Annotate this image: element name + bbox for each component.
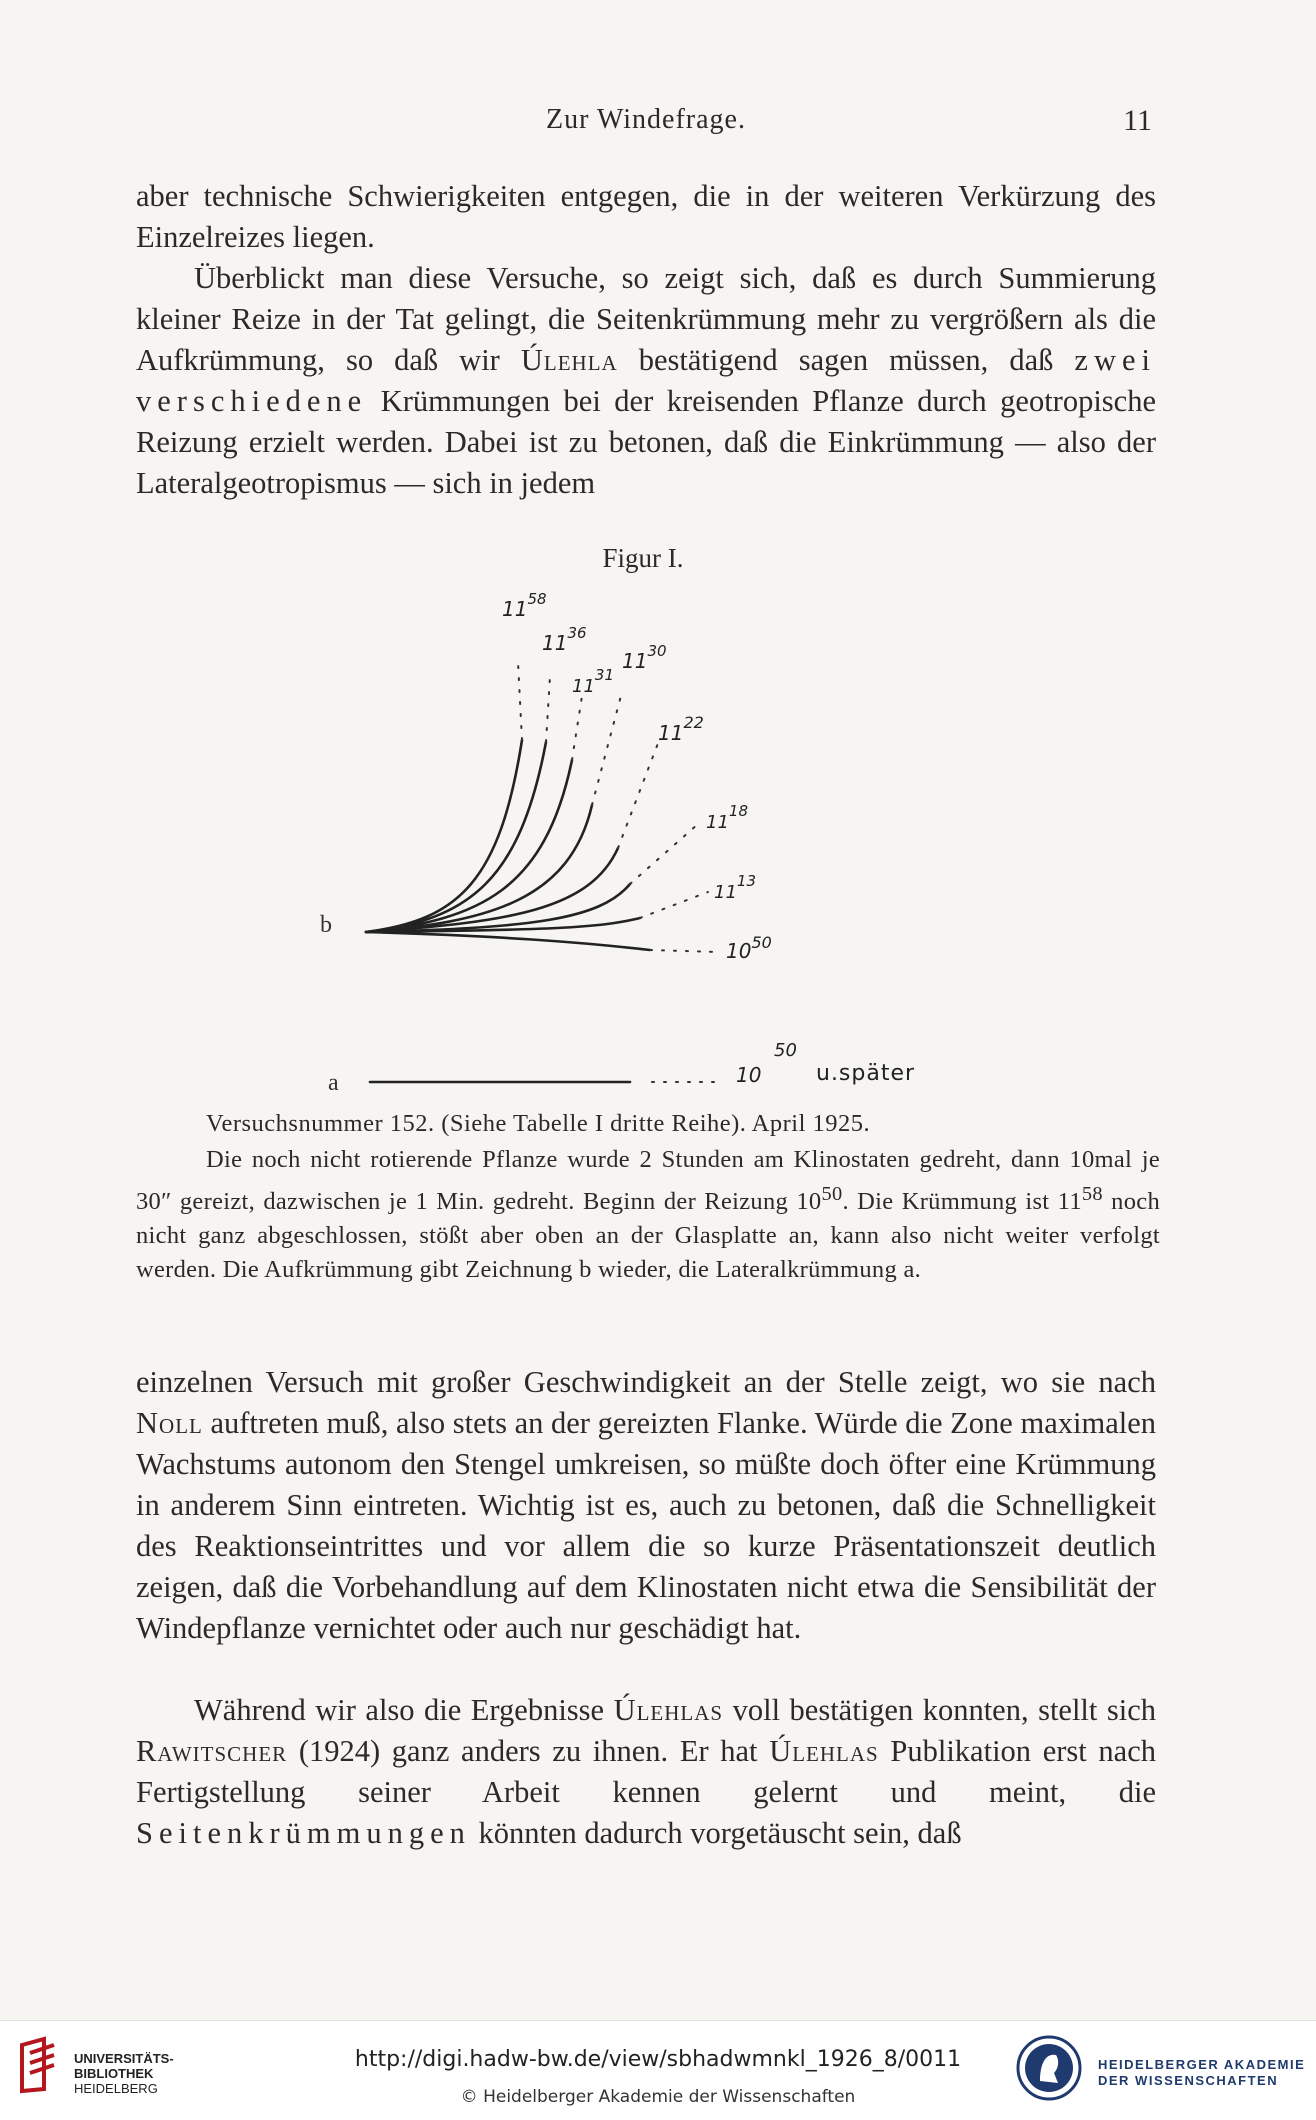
curvature-figure [300,580,1020,1100]
spaced-emphasis: zwei verschiedene [136,343,1156,418]
svg-text:1136: $11^{36}$ [542,624,587,655]
svg-text:1050: $10^{50}$ [726,933,772,963]
svg-text:50: 50 [774,1040,797,1061]
copyright-notice: © Heidelberger Akademie der Wissenschaften [460,2087,856,2107]
page-number: 11 [1123,104,1152,137]
author-name: Úlehlas [769,1734,879,1768]
curve-1131 [366,760,572,932]
svg-text:10: 10 [736,1063,762,1087]
running-title: Zur Windefrage. [546,104,746,135]
academy-name: HEIDELBERGER AKADEMIE DER WISSENSCHAFTEN [1098,2057,1306,2088]
svg-text:1158: $11^{58}$ [502,590,547,621]
author-name: Úlehla [520,343,618,377]
paragraph-3: einzelnen Versuch mit großer Geschwindigkeit an der Stelle zeigt, wo sie nach Noll auftreten muß, also stets an der gereizten Flanke. Würde die Zone maximalen Wachstums autonom den Stengel umkreisen, so müßte doch öfter eine Krümmung in anderem Sinn eintreten. Wichtig ist es, auch zu betonen, daß die Schnelligkeit des Reaktionseintrittes und vor allem die so kurze Präsentationszeit deutlich zeigen, daß die Vorbehandlung auf dem Klinostaten nicht etwa die Sensibilität der Windepflanze vernichtet oder auch nur geschädigt hat. [136,1365,1156,1645]
curve-1158 [366,740,522,932]
paragraph-1: aber technische Schwierigkeiten entgegen, die in der weiteren Verkürzung des Einzelreizes liegen. [136,179,1156,254]
svg-text:1118: $11^{18}$ [706,802,748,833]
label-a: a [328,1070,339,1096]
paragraph-4: Während wir also die Ergebnisse Úlehlas voll bestätigen konnten, stellt sich Rawitscher (1924) ganz anders zu ihnen. Er hat Úlehlas Publikation erst nach Fertigstellung seiner Arbeit kennen gelernt und meint, die Seitenkrümmungen könnten dadurch vorgetäuscht sein, daß [136,1693,1157,1850]
curve-1122 [366,848,618,932]
svg-text:1113: $11^{13}$ [714,872,756,903]
academy-logo-icon [1014,2033,1084,2103]
figure-label: Figur I. [602,543,684,573]
label-b: b [320,912,332,938]
time-labels [502,590,915,1087]
svg-text:1131: $11^{31}$ [572,666,614,697]
page-header [140,104,1152,144]
author-name: Rawitscher [136,1734,288,1768]
curve-1136 [366,742,546,932]
svg-text:1130: $11^{30}$ [622,642,667,673]
permalink-url[interactable]: http://digi.hadw-bw.de/view/sbhadwmnkl_1926_8/0011 [354,2047,962,2072]
growth-curves [366,740,650,1082]
author-name: Noll [136,1406,203,1440]
curve-1050 [366,932,650,950]
figure-caption: Die noch nicht rotierende Pflanze wurde 2 Stunden am Klinostaten gedreht, dann 10mal je 30″ gereizt, dazwischen je 1 Min. gedreht. Beginn der Reizung $10^{50}$. Die Krümmung ist $11^{58}$ noch nicht ganz abgeschlossen, stößt aber oben an der Glasplatte an, kann also nicht weiter verfolgt werden. Die Aufkrümmung gibt Zeichnung b wieder, die Lateralkrümmung a. [136,1146,1160,1284]
paragraph-2: Überblickt man diese Versuche, so zeigt sich, daß es durch Summierung kleiner Reize in der Tat gelingt, die Seitenkrümmung mehr zu vergrößern als die Aufkrümmung, so daß wir Úlehla bestätigend sagen müssen, daß zwei verschiedene Krümmungen bei der kreisenden Pflanze durch geotropische Reizung erzielt werden. Dabei ist zu betonen, daß die Einkrümmung — also der Lateralgeotropismus — sich in jedem [136,261,1156,500]
curve-1130 [366,805,592,932]
university-library-name: UNIVERSITÄTS- BIBLIOTHEK HEIDELBERG [74,2051,174,2096]
footer-bar [0,2020,1316,2120]
svg-text:u.später: u.später [816,1061,916,1086]
svg-text:1122: $11^{22}$ [658,713,704,745]
spaced-emphasis: Seitenkrümmungen [136,1816,471,1850]
caption-title: Versuchsnummer 152. (Siehe Tabelle I dritte Reihe). April 1925. [206,1110,871,1137]
author-name: Úlehlas [613,1693,724,1727]
